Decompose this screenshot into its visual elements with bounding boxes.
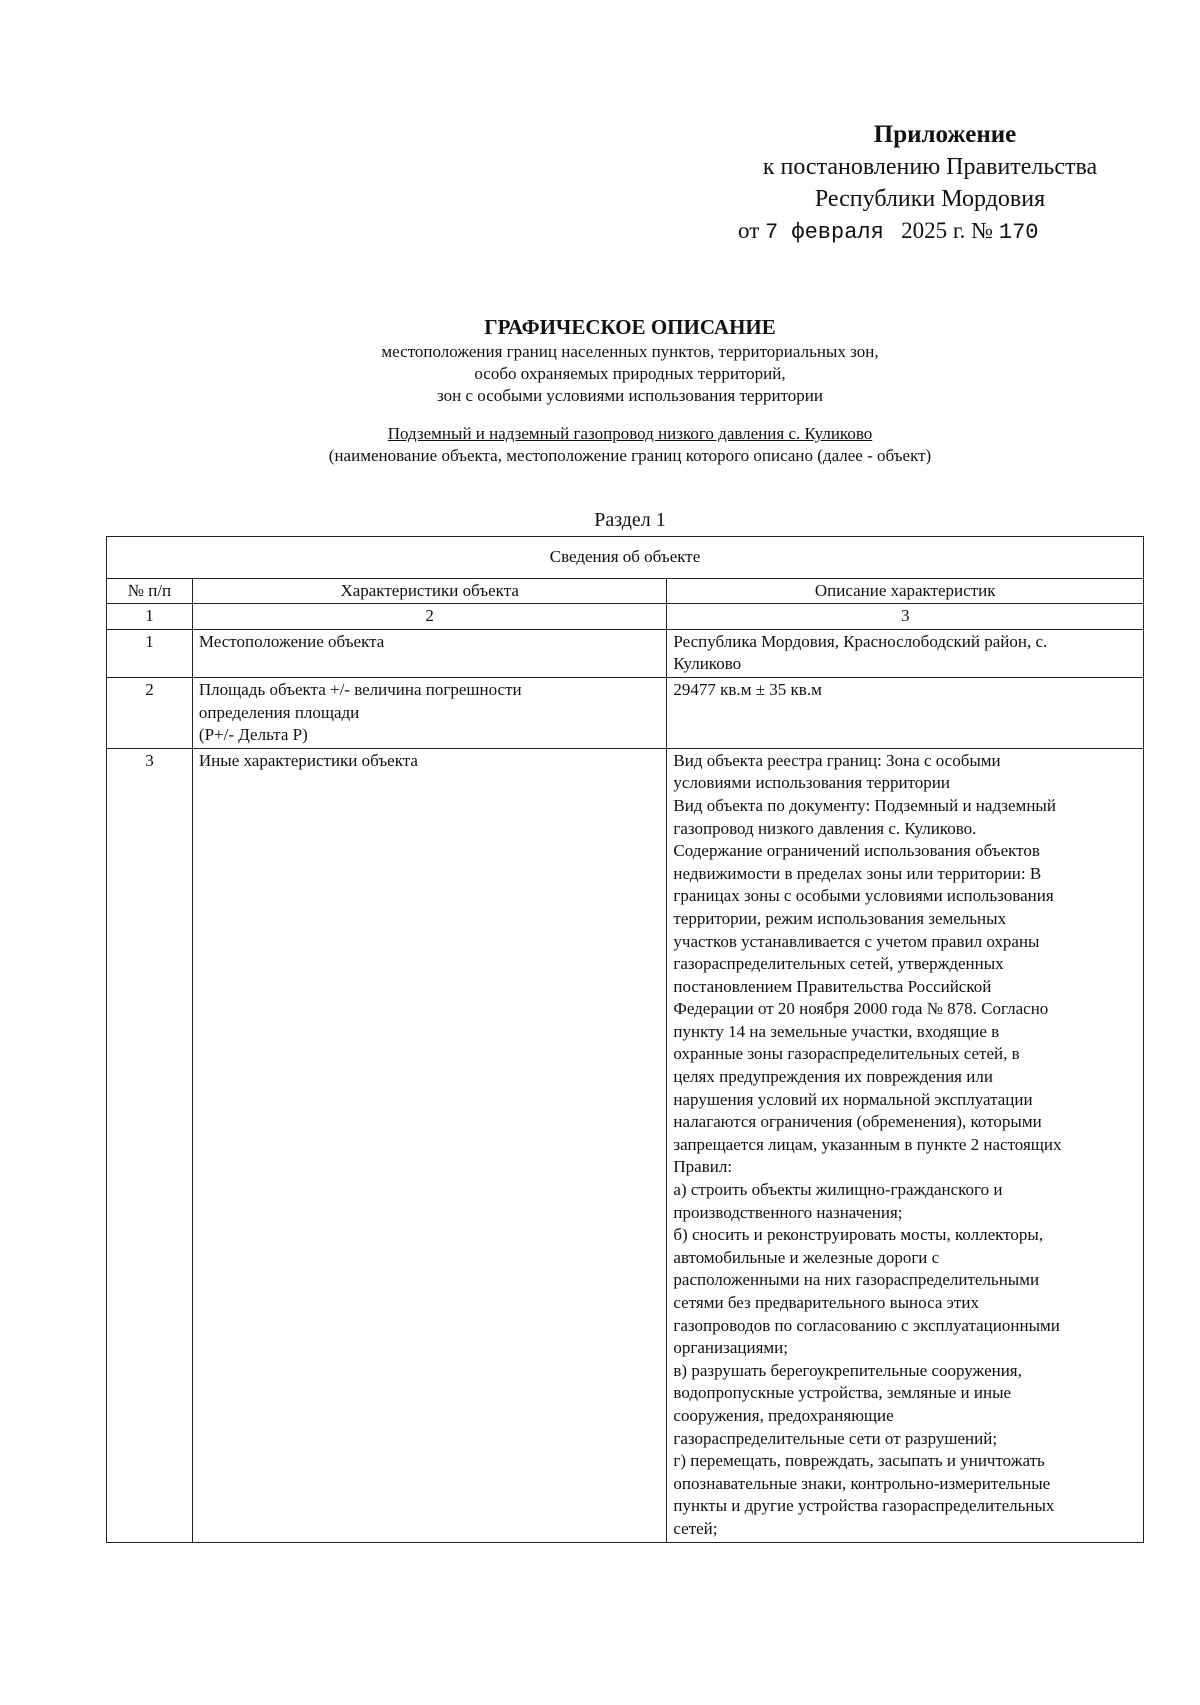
decree-date: 7 февраля — [765, 220, 884, 245]
row-description — [667, 629, 1144, 677]
appendix-line-2: Республики Мордовия — [814, 186, 1046, 212]
description-line: Вид объекта реестра границ: Зона с особыми — [673, 750, 1001, 770]
object-caption: (наименование объекта, местоположение границ которого описано (далее - объект) — [328, 446, 932, 465]
description-line: Федерации от 20 ноября 2000 года № 878. Согласно — [673, 999, 1049, 1019]
description-line: г) перемещать, повреждать, засыпать и уничтожать — [673, 1451, 1045, 1471]
column-number: 2 — [192, 604, 667, 630]
table-row — [107, 748, 1144, 1542]
description-line: а) строить объекты жилищно-гражданского и — [673, 1180, 1003, 1200]
description-line: расположенными на них газораспределительными — [673, 1270, 1040, 1290]
description-line: условиями использования территории — [673, 773, 950, 793]
description-line: Куликово — [673, 654, 742, 674]
description-line: границах зоны с особыми условиями использования — [673, 886, 1054, 906]
characteristic-line: Местоположение объекта — [198, 631, 385, 651]
decree-number: 170 — [998, 220, 1039, 245]
description-line: охранные зоны газораспределительных сетей, в — [673, 1044, 1020, 1064]
description-line: автомобильные и железные дороги с — [673, 1247, 940, 1267]
decree-year: 2025 г. № — [901, 218, 994, 243]
description-line: производственного назначения; — [673, 1202, 903, 1222]
row-number: 3 — [107, 748, 193, 1542]
characteristic-line: Площадь объекта +/- величина погрешности — [198, 679, 522, 699]
description-line: газораспределительные сети от разрушений; — [673, 1428, 998, 1448]
description-line: недвижимости в пределах зоны или территории: В — [673, 863, 1042, 883]
characteristic-line: определения площади — [198, 702, 360, 722]
description-line: целях предупреждения их повреждения или — [673, 1067, 993, 1087]
table-row — [107, 629, 1144, 677]
description-line: б) сносить и реконструировать мосты, коллекторы, — [673, 1225, 1044, 1245]
subtitle-line: местоположения границ населенных пунктов, территориальных зон, — [381, 342, 879, 361]
subtitle-line: зон с особыми условиями использования территории — [437, 386, 823, 405]
document-title-block — [100, 313, 1160, 467]
description-line: 29477 кв.м ± 35 кв.м — [673, 679, 822, 699]
row-characteristic — [192, 629, 667, 677]
decree-prefix: от — [738, 218, 760, 243]
table-caption-row — [107, 537, 1144, 579]
section-label: Раздел 1 — [594, 509, 666, 531]
description-line: сетями без предварительного выноса этих — [673, 1293, 979, 1312]
description-line: газораспределительных сетей, утвержденных — [673, 954, 1004, 974]
table-row — [107, 677, 1144, 748]
description-line: Республика Мордовия, Краснослободский район, с. — [673, 631, 1048, 651]
description-line: участков устанавливается с учетом правил охраны — [673, 931, 1040, 951]
description-line: в) разрушать берегоукрепительные сооружения, — [673, 1360, 1022, 1380]
row-description — [667, 677, 1144, 748]
description-line: запрещается лицам, указанным в пункте 2 настоящих — [673, 1134, 1062, 1154]
table-caption: Сведения об объекте — [107, 537, 1144, 579]
row-characteristic — [192, 748, 667, 1542]
description-line: опознавательные знаки, контрольно-измерительные — [673, 1473, 1051, 1493]
description-line: Вид объекта по документу: Подземный и надземный — [673, 795, 1056, 815]
column-number: 1 — [107, 604, 193, 630]
description-line: газопровод низкого давления с. Куликово. — [673, 818, 977, 838]
description-line: территории, режим использования земельных — [673, 908, 1007, 928]
appendix-line-1: к постановлению Правительства — [762, 154, 1098, 180]
row-characteristic — [192, 677, 667, 748]
subtitle-line: особо охраняемых природных территорий, — [474, 364, 786, 383]
object-info-table — [106, 536, 1144, 1543]
row-number: 1 — [107, 629, 193, 677]
appendix-header — [700, 118, 1160, 249]
column-number-row — [107, 604, 1144, 630]
header-description: Описание характеристик — [667, 578, 1144, 604]
row-number: 2 — [107, 677, 193, 748]
header-num: № п/п — [107, 578, 193, 604]
row-description — [667, 748, 1144, 1542]
description-line: пункту 14 на земельные участки, входящие в — [673, 1021, 1000, 1041]
document-title: ГРАФИЧЕСКОЕ ОПИСАНИЕ — [484, 315, 776, 339]
description-line: организациями; — [673, 1338, 788, 1358]
description-line: водопропускные устройства, земляные и иные — [673, 1383, 1012, 1403]
appendix-heading: Приложение — [873, 121, 1017, 148]
characteristic-line: Иные характеристики объекта — [198, 750, 418, 770]
description-line: Правил: — [673, 1157, 733, 1177]
table-header-row — [107, 578, 1144, 604]
characteristic-line: (Р+/- Дельта Р) — [198, 725, 308, 745]
header-characteristic: Характеристики объекта — [192, 578, 667, 604]
description-line: сооружения, предохраняющие — [673, 1405, 894, 1425]
description-line: сетей; — [673, 1518, 718, 1538]
description-line: постановлением Правительства Российской — [673, 976, 992, 996]
description-line: Содержание ограничений использования объектов — [673, 841, 1040, 861]
decree-reference — [738, 215, 1160, 249]
description-line: нарушения условий их нормальной эксплуатации — [673, 1089, 1033, 1109]
column-number: 3 — [667, 604, 1144, 630]
description-line: пункты и другие устройства газораспределительных — [673, 1496, 1055, 1516]
description-line: налагаются ограничения (обременения), которыми — [673, 1112, 1042, 1132]
object-name: Подземный и надземный газопровод низкого давления с. Куликово — [387, 424, 873, 443]
description-line: газопроводов по согласованию с эксплуатационными — [673, 1315, 1060, 1335]
